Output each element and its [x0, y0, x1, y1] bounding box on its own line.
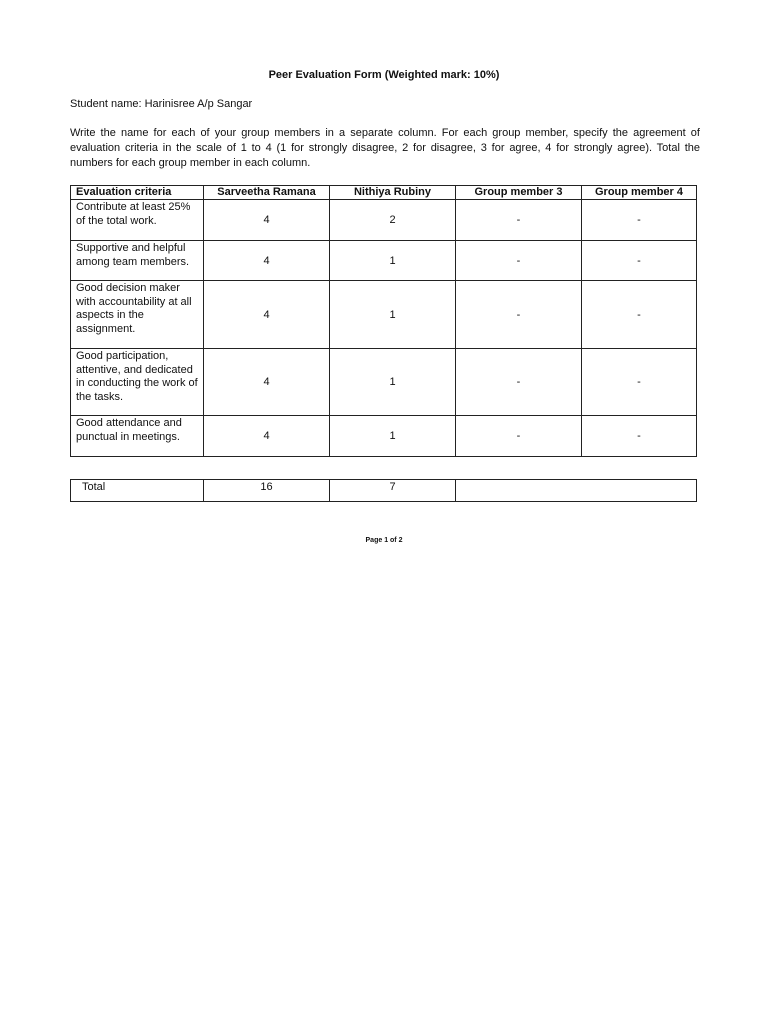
criterion-cell: Good attendance and punctual in meetings.: [71, 416, 204, 457]
table-header-row: [71, 186, 697, 200]
header-evaluation-criteria: Evaluation criteria: [71, 186, 204, 200]
table-row: [71, 200, 697, 241]
total-label: Total: [71, 480, 204, 502]
evaluation-table: [70, 185, 697, 457]
criterion-cell: Contribute at least 25% of the total work.: [71, 200, 204, 241]
total-member-2: 7: [330, 480, 456, 502]
totals-table: [70, 479, 697, 502]
header-member-2: Nithiya Rubiny: [330, 186, 456, 200]
table-row: [71, 416, 697, 457]
page-number: Page 1 of 2: [365, 537, 403, 544]
total-member-1: 16: [204, 480, 330, 502]
score-cell: -: [456, 241, 582, 281]
score-cell: 4: [204, 281, 330, 349]
score-cell: -: [582, 281, 697, 349]
table-row: [71, 241, 697, 281]
score-cell: 1: [330, 241, 456, 281]
score-cell: -: [582, 241, 697, 281]
score-cell: 4: [204, 200, 330, 241]
score-cell: 1: [330, 349, 456, 416]
criterion-cell: Supportive and helpful among team members.: [71, 241, 204, 281]
header-member-1: Sarveetha Ramana: [204, 186, 330, 200]
score-cell: -: [456, 416, 582, 457]
header-member-3: Group member 3: [456, 186, 582, 200]
score-cell: 4: [204, 241, 330, 281]
score-cell: -: [582, 349, 697, 416]
total-members-3-4: [456, 480, 697, 502]
student-name: Student name: Harinisree A/p Sangar: [70, 98, 253, 110]
score-cell: -: [456, 281, 582, 349]
score-cell: 1: [330, 416, 456, 457]
criterion-cell: Good decision maker with accountability at all aspects in the assignment.: [71, 281, 204, 349]
instructions-paragraph: Write the name for each of your group members in a separate column. For each group member, specify the agreement of evaluation criteria in the scale of 1 to 4 (1 for strongly disagree, 2 for disagree, 3 for agree, 4 for strongly agree). Total the numbers for each group member in each column.: [70, 127, 700, 169]
totals-row: [71, 480, 697, 502]
criterion-cell: Good participation, attentive, and dedicated in conducting the work of the tasks.: [71, 349, 204, 416]
table-row: [71, 281, 697, 349]
score-cell: 4: [204, 416, 330, 457]
header-member-4: Group member 4: [582, 186, 697, 200]
score-cell: -: [456, 200, 582, 241]
table-row: [71, 349, 697, 416]
score-cell: 2: [330, 200, 456, 241]
score-cell: -: [582, 416, 697, 457]
form-title: Peer Evaluation Form (Weighted mark: 10%): [268, 69, 500, 81]
score-cell: 4: [204, 349, 330, 416]
score-cell: -: [582, 200, 697, 241]
score-cell: 1: [330, 281, 456, 349]
score-cell: -: [456, 349, 582, 416]
